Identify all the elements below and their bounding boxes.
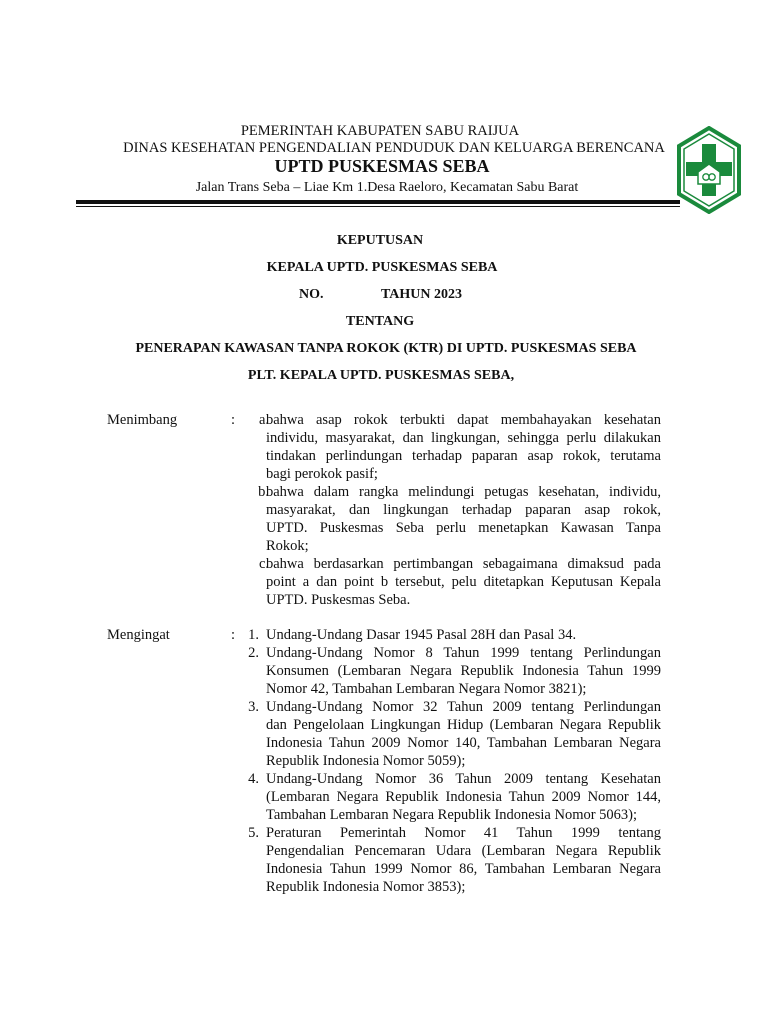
mengingat-item-line: Indonesia Tahun 2009 Nomor 140, Tambahan Lembaran Negara (266, 735, 661, 751)
puskesmas-logo-icon (676, 126, 742, 214)
menimbang-item-text (266, 555, 661, 609)
mengingat-item-line: Konsumen (Lembaran Negara Republik Indonesia Tahun 1999 (266, 663, 661, 679)
menimbang-item-line: bahwa dalam rangka melindungi petugas kesehatan, individu, (266, 484, 661, 500)
mengingat-label: Mengingat (107, 627, 170, 643)
menimbang-item-marker: a. (258, 412, 269, 428)
menimbang-item-marker: b. (258, 484, 269, 500)
mengingat-item-line: Pengendalian Pencemaran Udara (Lembaran Negara Republik (266, 843, 661, 859)
mengingat-item-text (266, 644, 661, 698)
mengingat-item-line: dan Pengelolaan Lingkungan Hidup (Lembaran Negara Republik (266, 717, 661, 733)
menimbang-item-line: individu, masyarakat, dan lingkungan, sehingga perlu dilakukan (266, 430, 661, 446)
menimbang-item-line: UPTD. Puskesmas Seba perlu menetapkan Kawasan Tanpa (266, 520, 661, 536)
mengingat-item-line: (Lembaran Negara Republik Indonesia Tahun 2009 Nomor 144, (266, 789, 661, 805)
letterhead-rule-thin (76, 206, 680, 207)
mengingat-item-marker: 4. (248, 771, 259, 787)
mengingat-item-line: Undang-Undang Nomor 32 Tahun 2009 tentang Perlindungan (266, 699, 661, 715)
letterhead-rule-thick (76, 200, 680, 204)
mengingat-item-line: Undang-Undang Nomor 36 Tahun 2009 tentang Kesehatan (266, 771, 661, 787)
mengingat-item-line: Indonesia Tahun 1999 Nomor 86, Tambahan Lembaran Negara (266, 861, 661, 877)
decree-signatory: PLT. KEPALA UPTD. PUSKESMAS SEBA, (247, 368, 515, 383)
decree-subject: PENERAPAN KAWASAN TANPA ROKOK (KTR) DI UPTD. PUSKESMAS SEBA (135, 341, 637, 356)
menimbang-item-marker: c. (258, 556, 269, 572)
mengingat-item-marker: 1. (248, 627, 259, 643)
government-name: PEMERINTAH KABUPATEN SABU RAIJUA (240, 123, 520, 139)
institution-name: UPTD PUSKESMAS SEBA (274, 156, 490, 176)
mengingat-item-marker: 2. (248, 645, 259, 661)
mengingat-item-text (266, 626, 661, 644)
menimbang-item-line: bahwa asap rokok terbukti dapat membahayakan kesehatan (266, 412, 661, 428)
mengingat-item-line: Republik Indonesia Nomor 3853); (266, 879, 466, 895)
menimbang-item-line: bahwa berdasarkan pertimbangan sebagaimana dimaksud pada (266, 556, 661, 572)
mengingat-item-line: Undang-Undang Nomor 8 Tahun 1999 tentang Perlindungan (266, 645, 661, 661)
agency-name: DINAS KESEHATAN PENGENDALIAN PENDUDUK DAN KELUARGA BERENCANA (123, 140, 665, 156)
menimbang-item-line: bagi perokok pasif; (266, 466, 378, 482)
mengingat-item-text (266, 770, 661, 824)
mengingat-item-text (266, 698, 661, 770)
menimbang-item-text (266, 411, 661, 483)
decree-issuer: KEPALA UPTD. PUSKESMAS SEBA (266, 260, 498, 275)
menimbang-item-line: UPTD. Puskesmas Seba. (266, 592, 411, 608)
mengingat-item-line: Tambahan Lembaran Negara Republik Indonesia Nomor 5063); (266, 807, 638, 823)
menimbang-item-line: point a dan point b tersebut, pelu ditetapkan Keputusan Kepala (266, 574, 661, 590)
mengingat-colon: : (231, 627, 236, 643)
menimbang-item-line: masyarakat, dan lingkungan terhadap paparan asap rokok, (266, 502, 661, 518)
mengingat-item-marker: 3. (248, 699, 259, 715)
mengingat-item-line: Nomor 42, Tambahan Lembaran Negara Nomor 3821); (266, 681, 587, 697)
mengingat-item-line: Peraturan Pemerintah Nomor 41 Tahun 1999 tentang (266, 825, 661, 841)
menimbang-item-line: tindakan perlindungan terhadap paparan asap rokok, terutama (266, 448, 661, 464)
menimbang-colon: : (231, 412, 236, 428)
decree-year: TAHUN 2023 (381, 287, 463, 302)
decree-title: KEPUTUSAN (336, 233, 424, 248)
menimbang-item-line: Rokok; (266, 538, 309, 554)
address: Jalan Trans Seba – Liae Km 1.Desa Raeloro, Kecamatan Sabu Barat (195, 180, 579, 195)
decree-about-label: TENTANG (345, 314, 415, 329)
mengingat-item-line: Undang-Undang Dasar 1945 Pasal 28H dan Pasal 34. (266, 627, 577, 643)
mengingat-item-marker: 5. (248, 825, 259, 841)
mengingat-item-text (266, 824, 661, 896)
decree-number-label: NO. (299, 287, 324, 302)
mengingat-item-line: Republik Indonesia Nomor 5059); (266, 753, 466, 769)
letterhead (0, 0, 768, 210)
menimbang-label: Menimbang (107, 412, 178, 428)
menimbang-item-text (266, 483, 661, 555)
